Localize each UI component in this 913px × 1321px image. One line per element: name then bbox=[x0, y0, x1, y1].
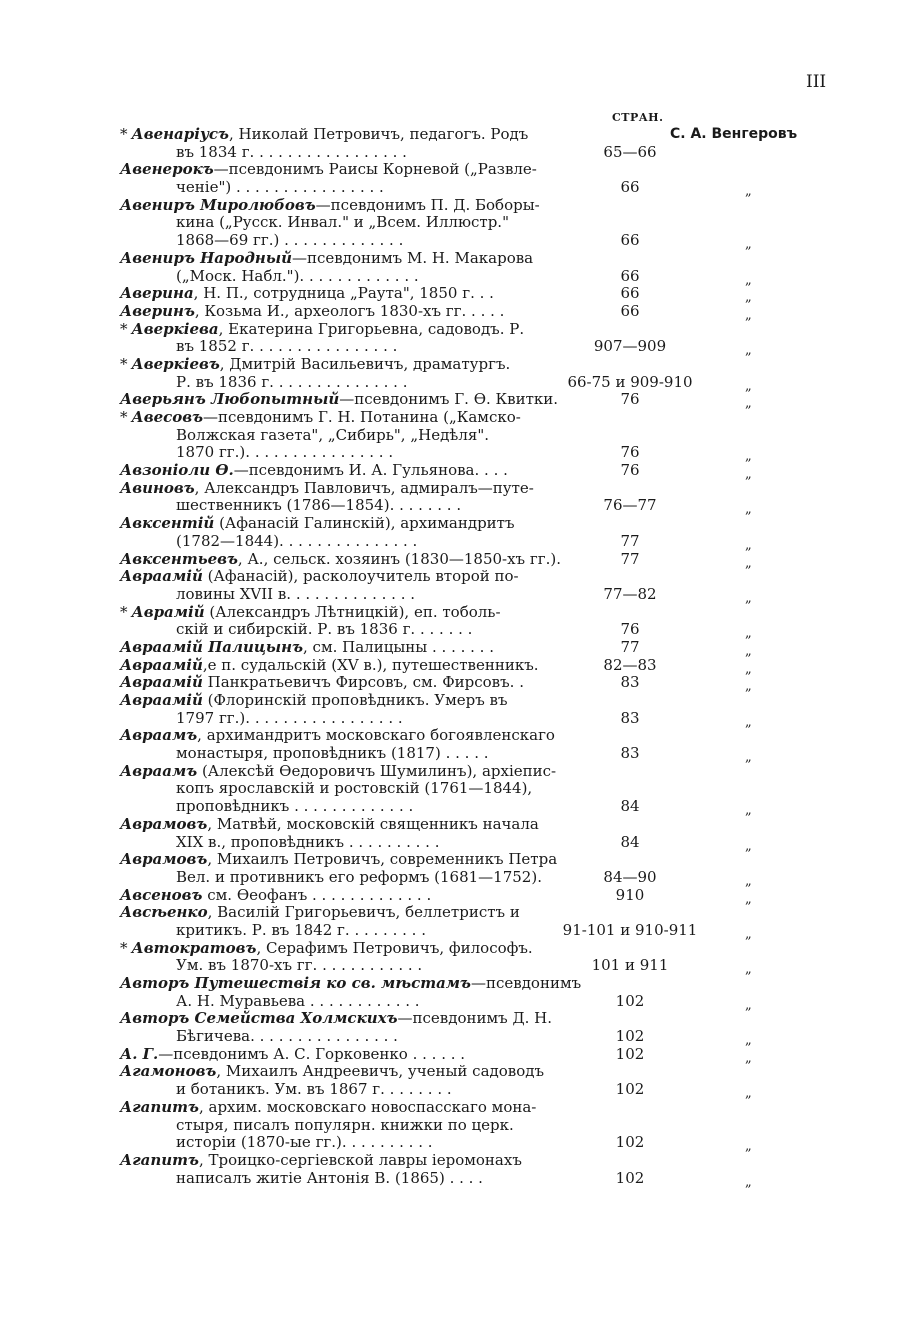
ditto-mark: „ bbox=[745, 237, 752, 253]
ditto-mark: „ bbox=[745, 343, 752, 359]
index-entry bbox=[120, 726, 820, 766]
entry-text: , Александръ Павловичъ, адмиралъ—путе- bbox=[194, 478, 534, 497]
entry-line bbox=[120, 197, 820, 215]
index-entry bbox=[120, 657, 820, 675]
entry-text: исторіи (1870-ые гг.). . . . . . . . . . bbox=[176, 1133, 433, 1152]
entry-headword: Аверкіевъ bbox=[131, 354, 220, 373]
ditto-mark: „ bbox=[745, 307, 752, 323]
entry-line bbox=[120, 763, 820, 781]
index-entry bbox=[120, 1097, 820, 1155]
entry-line bbox=[120, 1099, 820, 1117]
entry-text: см. Ѳеофанъ . . . . . . . . . . . . . bbox=[202, 885, 432, 904]
entry-text: —псевдонимъ И. А. Гульянова. . . . bbox=[233, 461, 508, 480]
entry-headword: Авенаріусъ bbox=[131, 125, 229, 143]
entry-headword: Авраамій Палицынъ bbox=[120, 637, 304, 656]
entry-text: , Николай Петровичъ, педагогъ. Родъ bbox=[228, 125, 529, 143]
entry-page-ref: 76—77 bbox=[603, 496, 657, 515]
entry-headword: А. Г. bbox=[120, 1044, 159, 1063]
entry-page-ref: 102 bbox=[615, 1168, 645, 1187]
index-entry bbox=[120, 408, 820, 465]
entry-text: , А., сельск. хозяинъ (1830—1850-хъ гг.). bbox=[237, 549, 561, 568]
ditto-mark: „ bbox=[745, 537, 752, 553]
entry-text: („Моск. Набл."). . . . . . . . . . . . . bbox=[176, 266, 419, 285]
entry-page-ref: 77 bbox=[620, 637, 640, 656]
entry-text: (Александръ Лѣтницкій), еп. тоболь- bbox=[204, 602, 501, 621]
ditto-mark: „ bbox=[745, 467, 752, 483]
index-entry bbox=[120, 195, 820, 253]
entry-text: —псевдонимъ А. С. Горковенко . . . . . . bbox=[158, 1044, 466, 1063]
entry-text: , Н. П., сотрудница „Раута", 1850 г. . . bbox=[193, 284, 494, 303]
entry-text: проповѣдникъ . . . . . . . . . . . . . bbox=[176, 797, 414, 816]
ditto-mark: „ bbox=[745, 1139, 752, 1155]
entry-line bbox=[120, 1027, 820, 1049]
ditto-mark: „ bbox=[745, 1050, 752, 1066]
ditto-mark: „ bbox=[745, 1174, 752, 1190]
entry-headword: Авенерокъ bbox=[120, 160, 214, 179]
entry-text: кина („Русск. Инвал." и „Всем. Иллюстр." bbox=[176, 213, 509, 232]
entry-text: , Екатерина Григорьевна, садоводъ. Р. bbox=[218, 319, 525, 338]
entry-line bbox=[120, 268, 820, 286]
entry-line bbox=[120, 284, 820, 306]
index-entry bbox=[120, 814, 820, 854]
index-entry bbox=[120, 850, 820, 889]
entry-text: , Серафимъ Петровичъ, философъ. bbox=[256, 938, 533, 957]
entry-line bbox=[120, 443, 820, 465]
entry-text: и ботаникъ. Ум. въ 1867 г. . . . . . . . bbox=[176, 1080, 452, 1099]
entry-text: критикъ. Р. въ 1842 г. . . . . . . . . bbox=[176, 920, 426, 939]
ditto-mark: „ bbox=[745, 679, 752, 695]
entry-text: XIX в., проповѣдникъ . . . . . . . . . . bbox=[176, 832, 440, 851]
page-number: III bbox=[806, 72, 827, 92]
ditto-mark: „ bbox=[745, 272, 752, 288]
entry-headword: Авраамъ bbox=[120, 761, 198, 780]
entry-page-ref: 84 bbox=[620, 832, 640, 851]
entry-line bbox=[120, 956, 820, 978]
entry-page-ref: 102 bbox=[615, 1044, 645, 1063]
entry-text: Вел. и противникъ его реформъ (1681—1752). bbox=[176, 867, 542, 886]
ditto-mark: „ bbox=[745, 891, 752, 907]
entry-headword: Авзоніоли Ѳ. bbox=[120, 461, 234, 480]
index-entry bbox=[120, 303, 820, 321]
entry-line bbox=[120, 710, 820, 728]
entry-line bbox=[120, 604, 820, 622]
entry-page-ref: 66 bbox=[620, 231, 640, 250]
entry-text: , Михаилъ Петровичъ, современникъ Петра bbox=[207, 850, 558, 869]
entry-page-ref: 66 bbox=[620, 266, 640, 285]
entry-author: С. А. Венгеровъ bbox=[670, 126, 798, 142]
index-entry bbox=[120, 602, 820, 642]
entry-headword: Авксентьевъ bbox=[120, 549, 238, 568]
entry-line bbox=[120, 657, 820, 675]
entry-page-ref: 82—83 bbox=[603, 655, 657, 674]
index-entry bbox=[120, 887, 820, 905]
entry-text: (Алексѣй Ѳедоровичъ Шумилинъ), архіепис- bbox=[197, 761, 557, 780]
entry-line bbox=[120, 337, 820, 359]
entry-text: 1870 гг.). . . . . . . . . . . . . . . . bbox=[176, 443, 394, 462]
entry-text: А. Н. Муравьева . . . . . . . . . . . . bbox=[176, 991, 420, 1010]
entry-text: въ 1834 г. . . . . . . . . . . . . . . . . bbox=[176, 142, 407, 161]
entry-text: (Афанасій Галинскій), архимандритъ bbox=[214, 514, 515, 533]
entry-line bbox=[120, 586, 820, 604]
index-entry bbox=[120, 1009, 820, 1049]
entry-headword: Авениръ Миролюбовъ bbox=[120, 195, 316, 214]
entry-page-ref: 102 bbox=[615, 1080, 645, 1099]
entry-line bbox=[120, 620, 820, 642]
entry-text: (Афанасій), расколоучитель второй по- bbox=[202, 567, 519, 586]
entry-line bbox=[120, 727, 820, 745]
entry-headword: Авторъ Семейства Холмскихъ bbox=[120, 1009, 398, 1028]
entry-line bbox=[120, 427, 820, 445]
entry-line bbox=[120, 1133, 820, 1155]
entry-page-ref: 66 bbox=[620, 284, 640, 303]
entry-line bbox=[120, 551, 820, 569]
entry-line bbox=[120, 161, 820, 179]
entry-line bbox=[120, 744, 820, 766]
entry-headword: Аверкіева bbox=[131, 319, 219, 338]
entry-page-ref: 77—82 bbox=[603, 584, 657, 603]
entry-line bbox=[120, 214, 820, 232]
ditto-mark: „ bbox=[745, 378, 752, 394]
index-entry bbox=[120, 126, 820, 161]
entry-line bbox=[120, 692, 820, 710]
entry-page-ref: 102 bbox=[615, 1133, 645, 1152]
entry-text: , Василій Григорьевичъ, беллетристъ и bbox=[207, 903, 520, 922]
ditto-mark: „ bbox=[745, 626, 752, 642]
index-entry bbox=[120, 1046, 820, 1064]
entry-text: (Флоринскій проповѣдникъ. Умеръ въ bbox=[202, 691, 508, 709]
index-entry bbox=[120, 319, 820, 359]
entry-line bbox=[120, 1063, 820, 1081]
entry-page-ref: 76 bbox=[620, 390, 640, 409]
entry-line bbox=[120, 1170, 820, 1188]
entry-headword: Аверина bbox=[120, 284, 194, 303]
pages-column-header: СТРАН. bbox=[612, 111, 664, 124]
entry-line bbox=[120, 816, 820, 834]
entry-text: , Дмитрій Васильевичъ, драматургъ. bbox=[219, 354, 511, 373]
entry-page-ref: 77 bbox=[620, 531, 640, 550]
ditto-mark: „ bbox=[745, 184, 752, 200]
entry-page-ref: 76 bbox=[620, 443, 640, 462]
ditto-mark: „ bbox=[745, 290, 752, 306]
entry-headword: Авесовъ bbox=[131, 408, 204, 426]
entry-line bbox=[120, 993, 820, 1011]
entry-headword: Авраамій bbox=[120, 691, 203, 709]
entry-line bbox=[120, 834, 820, 852]
index-entry bbox=[120, 639, 820, 657]
entry-line bbox=[120, 887, 820, 905]
ditto-mark: „ bbox=[745, 873, 752, 889]
entry-line bbox=[120, 303, 820, 321]
entry-page-ref: 102 bbox=[615, 991, 645, 1010]
index-entry bbox=[120, 390, 820, 412]
ditto-mark: „ bbox=[745, 1086, 752, 1102]
entry-line bbox=[120, 851, 820, 869]
new-entry-star: * bbox=[120, 938, 128, 957]
entry-headword: Авраамъ bbox=[120, 726, 198, 745]
index-entry bbox=[120, 478, 820, 518]
entry-headword: Авсѣенко bbox=[120, 903, 208, 922]
entry-line bbox=[120, 869, 820, 887]
index-entry bbox=[120, 761, 820, 819]
entry-page-ref: 77 bbox=[620, 549, 640, 568]
entry-headword: Авраамій bbox=[120, 673, 203, 692]
entry-line bbox=[120, 356, 820, 374]
ditto-mark: „ bbox=[745, 926, 752, 942]
ditto-mark: „ bbox=[745, 750, 752, 766]
entry-headword: Автократовъ bbox=[131, 938, 257, 957]
entry-text: , см. Палицыны . . . . . . . bbox=[303, 637, 494, 656]
entry-headword: Авраамій bbox=[120, 567, 203, 586]
entry-text: —псевдонимъ П. Д. Боборы- bbox=[315, 195, 540, 214]
entry-page-ref: 66 bbox=[620, 178, 640, 197]
ditto-mark: „ bbox=[745, 590, 752, 606]
index-entry bbox=[120, 567, 820, 606]
index-entry bbox=[120, 938, 820, 978]
index-entries bbox=[120, 125, 820, 1190]
entry-text: Волжская газета", „Сибирь", „Недѣля". bbox=[176, 425, 490, 444]
ditto-mark: „ bbox=[745, 396, 752, 412]
entry-text: Ум. въ 1870-хъ гг. . . . . . . . . . . . bbox=[176, 956, 423, 975]
entry-page-ref: 83 bbox=[620, 673, 640, 692]
entry-line bbox=[120, 922, 820, 940]
entry-text: шественникъ (1786—1854). . . . . . . . bbox=[176, 496, 462, 515]
entry-line bbox=[120, 780, 820, 798]
entry-text: монастыря, проповѣдникъ (1817) . . . . . bbox=[176, 744, 489, 763]
entry-headword: Аврамовъ bbox=[120, 814, 208, 833]
entry-text: ченіе") . . . . . . . . . . . . . . . . bbox=[176, 178, 384, 197]
entry-headword: Агамоновъ bbox=[120, 1062, 217, 1081]
index-entry bbox=[120, 903, 820, 942]
index-entry bbox=[120, 354, 820, 394]
entry-text: Р. въ 1836 г. . . . . . . . . . . . . . . bbox=[176, 372, 408, 391]
entry-headword: Авраамій bbox=[120, 655, 203, 674]
entry-line bbox=[120, 126, 820, 144]
entry-text: , Троицко-сергіевской лавры іеромонахъ bbox=[198, 1150, 522, 1169]
entry-line bbox=[120, 797, 820, 819]
entry-text: Бѣгичева. . . . . . . . . . . . . . . . bbox=[176, 1027, 398, 1046]
entry-headword: Аверинъ bbox=[120, 301, 195, 320]
entry-headword: Агапитъ bbox=[120, 1150, 199, 1169]
ditto-mark: „ bbox=[745, 502, 752, 518]
entry-headword: Аврамій bbox=[131, 602, 205, 621]
entry-page-ref: 83 bbox=[620, 708, 640, 727]
index-entry bbox=[120, 248, 820, 288]
entry-line bbox=[120, 639, 820, 657]
entry-line bbox=[120, 480, 820, 498]
entry-line bbox=[120, 390, 820, 412]
entry-headword: Авениръ Народный bbox=[120, 248, 292, 267]
ditto-mark: „ bbox=[745, 1033, 752, 1049]
entry-line bbox=[120, 409, 820, 427]
index-entry bbox=[120, 673, 820, 695]
entry-headword: Авиновъ bbox=[120, 478, 195, 497]
entry-line bbox=[120, 1152, 820, 1170]
entry-text: Панкратьевичъ Фирсовъ, см. Фирсовъ. . bbox=[202, 673, 524, 692]
ditto-mark: „ bbox=[745, 803, 752, 819]
entry-line bbox=[120, 374, 820, 392]
entry-line bbox=[120, 496, 820, 518]
entry-line bbox=[120, 1046, 820, 1064]
index-entry bbox=[120, 1150, 820, 1190]
entry-text: 1797 гг.). . . . . . . . . . . . . . . . . bbox=[176, 708, 403, 727]
entry-page-ref: 66 bbox=[620, 301, 640, 320]
ditto-mark: „ bbox=[745, 997, 752, 1013]
entry-page-ref: 102 bbox=[615, 1027, 645, 1046]
entry-line bbox=[120, 1117, 820, 1135]
entry-line bbox=[120, 144, 820, 162]
entry-text: —псевдонимъ Раисы Корневой („Развле- bbox=[213, 160, 537, 179]
entry-text: (1782—1844). . . . . . . . . . . . . . . bbox=[176, 531, 418, 550]
entry-line bbox=[120, 321, 820, 339]
entry-headword: Авсеновъ bbox=[120, 885, 203, 904]
entry-page-ref: 83 bbox=[620, 744, 640, 763]
index-entry bbox=[120, 1062, 820, 1102]
ditto-mark: „ bbox=[745, 661, 752, 677]
index-entry bbox=[120, 974, 820, 1013]
entry-page-ref: 76 bbox=[620, 461, 640, 480]
entry-text: , Матвѣй, московскій священникъ начала bbox=[207, 814, 539, 833]
entry-text: въ 1852 г. . . . . . . . . . . . . . . . bbox=[176, 337, 398, 356]
entry-text: , Козьма И., археологъ 1830-хъ гг. . . . . bbox=[194, 301, 505, 320]
entry-text: написалъ житіе Антонія В. (1865) . . . . bbox=[176, 1168, 483, 1187]
entry-page-ref: 76 bbox=[620, 620, 640, 639]
index-entry bbox=[120, 461, 820, 483]
entry-text: —псевдонимъ Г. Н. Потанина („Камско- bbox=[203, 408, 521, 426]
entry-text: —псевдонимъ Г. Ѳ. Квитки. bbox=[339, 390, 559, 409]
entry-page-ref: 66-75 и 909-910 bbox=[567, 372, 693, 391]
entry-line bbox=[120, 250, 820, 268]
new-entry-star: * bbox=[120, 319, 128, 338]
entry-page-ref: 910 bbox=[615, 885, 645, 904]
entry-headword: Авксентій bbox=[120, 514, 215, 533]
index-entry bbox=[120, 160, 820, 200]
entry-text: ловины XVII в. . . . . . . . . . . . . . bbox=[176, 584, 416, 603]
entry-line bbox=[120, 568, 820, 586]
entry-line bbox=[120, 461, 820, 483]
entry-line bbox=[120, 975, 820, 993]
entry-page-ref: 84—90 bbox=[603, 867, 657, 886]
entry-line bbox=[120, 533, 820, 551]
entry-line bbox=[120, 178, 820, 200]
entry-text: , архим. московскаго новоспасскаго мона- bbox=[198, 1097, 537, 1116]
new-entry-star: * bbox=[120, 408, 128, 426]
entry-page-ref: 91-101 и 910-911 bbox=[562, 920, 698, 939]
new-entry-star: * bbox=[120, 125, 128, 143]
ditto-mark: „ bbox=[745, 962, 752, 978]
entry-headword: Аврамовъ bbox=[120, 850, 208, 869]
entry-text: , Михаилъ Андреевичъ, ученый садоводъ bbox=[216, 1062, 545, 1081]
entry-text: скій и сибирскій. Р. въ 1836 г. . . . . . . bbox=[176, 620, 473, 639]
entry-line bbox=[120, 940, 820, 958]
entry-text: , архимандритъ московскаго богоявленскаго bbox=[197, 726, 555, 745]
entry-text: копъ ярославскій и ростовскій (1761—1844), bbox=[176, 779, 533, 798]
entry-line bbox=[120, 231, 820, 253]
index-entry bbox=[120, 691, 820, 730]
entry-text: —псевдонимъ Д. Н. bbox=[397, 1009, 553, 1028]
ditto-mark: „ bbox=[745, 838, 752, 854]
entry-headword: Агапитъ bbox=[120, 1097, 199, 1116]
entry-headword: Аверьянъ Любопытный bbox=[120, 390, 340, 409]
index-entry bbox=[120, 551, 820, 569]
entry-page-ref: 907—909 bbox=[593, 337, 667, 356]
entry-text: —псевдонимъ bbox=[470, 974, 582, 992]
index-entry bbox=[120, 284, 820, 306]
entry-text: 1868—69 гг.) . . . . . . . . . . . . . bbox=[176, 231, 404, 250]
ditto-mark: „ bbox=[745, 714, 752, 730]
entry-headword: Авторъ Путешествія ко св. мѣстамъ bbox=[120, 974, 471, 992]
entry-page-ref: 65—66 bbox=[603, 142, 657, 161]
ditto-mark: „ bbox=[745, 643, 752, 659]
entry-text: стыря, писалъ популярн. книжки по церк. bbox=[176, 1115, 514, 1134]
entry-line bbox=[120, 673, 820, 695]
ditto-mark: „ bbox=[745, 449, 752, 465]
new-entry-star: * bbox=[120, 354, 128, 373]
entry-line bbox=[120, 1010, 820, 1028]
entry-line bbox=[120, 1080, 820, 1102]
index-entry bbox=[120, 514, 820, 553]
entry-page-ref: 101 и 911 bbox=[591, 956, 669, 975]
entry-text: ,е п. судальскій (XV в.), путешественникъ. bbox=[202, 655, 539, 674]
entry-text: —псевдонимъ М. Н. Макарова bbox=[292, 248, 534, 267]
entry-line bbox=[120, 904, 820, 922]
new-entry-star: * bbox=[120, 602, 128, 621]
entry-page-ref: 84 bbox=[620, 797, 640, 816]
entry-line bbox=[120, 515, 820, 533]
ditto-mark: „ bbox=[745, 555, 752, 571]
